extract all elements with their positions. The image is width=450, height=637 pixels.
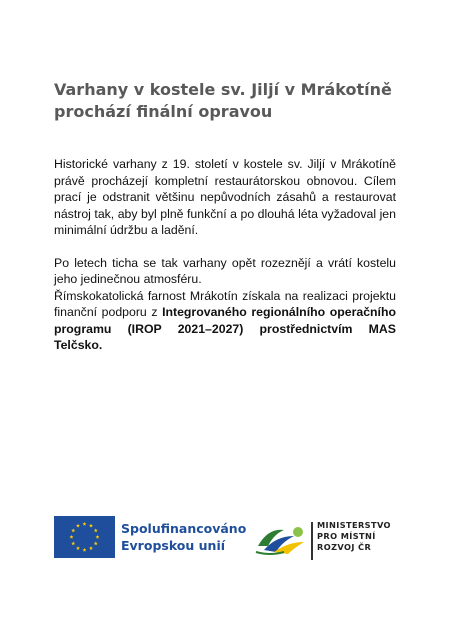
paragraph-atmosphere: Po letech ticha se tak varhany opět rozeznějí a vrátí kostelu jeho jedinečnou atmosféru.	[54, 255, 396, 286]
document-title: Varhany v kostele sv. Jiljí v Mrákotíně prochází finální opravou	[54, 80, 392, 121]
footer-logos	[54, 516, 404, 560]
eu-label-line1: Spolufinancováno	[121, 521, 247, 536]
eu-cofinanced-label	[121, 520, 246, 554]
eu-label-line2: Evropskou unií	[121, 538, 226, 553]
paragraph-funding	[54, 288, 396, 354]
ministry-line1: MINISTERSTVO	[317, 520, 391, 530]
paragraph-intro: Historické varhany z 19. století v kostele sv. Jiljí v Mrákotíně právě procházejí kompletní restaurátorskou obnovou. Cílem prací je odstranit většinu nepůvodních zásahů a restaurovat nástroj tak, aby byl plně funkční a po dlouhá léta vyžadoval jen minimální údržbu a ladění.	[54, 157, 396, 237]
funding-program: Integrovaného regionálního operačního programu (IROP 2021–2027) prostřednictvím MAS Telčsko.	[54, 305, 396, 352]
eu-flag-icon	[54, 516, 115, 558]
ministry-logo-icon	[254, 522, 308, 556]
ministry-divider	[311, 522, 313, 560]
ministry-label	[317, 520, 391, 553]
funding-text: Římskokatolická farnost Mrákotín získala na realizaci projektu finanční podporu z	[54, 288, 396, 319]
ministry-line3: ROZVOJ ČR	[317, 542, 372, 552]
article-body	[54, 156, 396, 354]
ministry-line2: PRO MÍSTNÍ	[317, 531, 376, 541]
